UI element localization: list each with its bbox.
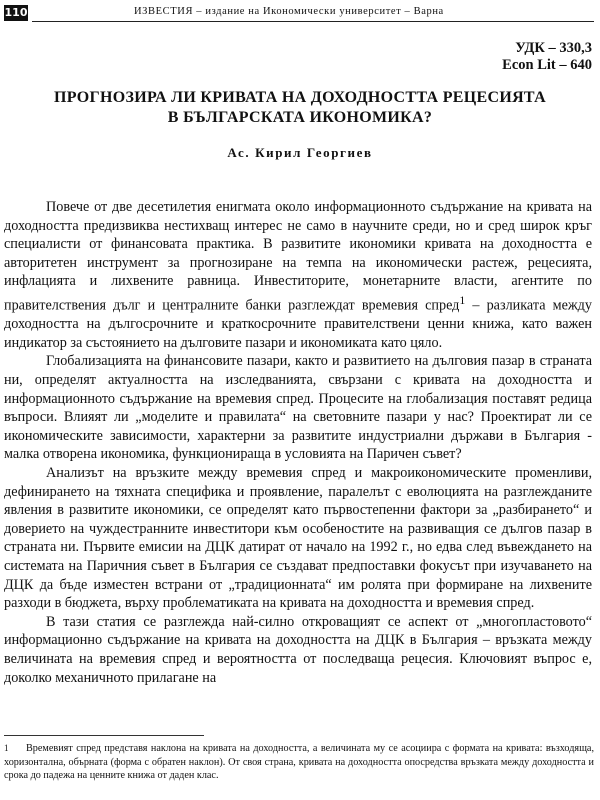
footnote-reference: 1 (459, 292, 466, 307)
paragraph-4: В тази статия се разглежда най-силно откроващият се аспект от „многопластовото“ информационно съдържание на кривата на доходността на ДЦК в България – връзката между величината на времевия спред и вероятността от последваща рецесия. Ключовият въпрос е, доколко механичното прилагане на (4, 613, 592, 686)
footnote-text: Времевият спред представя наклона на кривата на доходността, а величината му се асоциира с формата на кривата: възходяща, хоризонтална, обърната (форма с обратен наклон). От своя страна, кривата на доходността опосредства връзката между доходността и срока до падежа на ценните книжа от даден клас. (4, 743, 594, 781)
paragraph-1 (4, 198, 592, 352)
footnote-rule (4, 735, 204, 736)
article-body (4, 198, 592, 687)
udk-code: УДК – 330,3 (515, 40, 592, 56)
paragraph-1-text-b: – разликата между доходността на дългосрочните и краткосрочните правителствени ценни книжа, като важен индикатор за състоянието на дълговите пазари и икономиката като цяло. (4, 297, 592, 351)
running-head: ИЗВЕСТИЯ – издание на Икономически университет – Варна (134, 6, 444, 17)
paragraph-1-text-a: Повече от две десетилетия енигмата около информационното съдържание на кривата на доходността предизвиква нестихващ интерес не само в научните среди, но и сред широк кръг специалисти от финансовата практика. В развитите икономики кривата на доходността е авторитетен инструмент за прогнозиране на темпа на икономически растеж, рецесията, инфлацията и лихвените равница. Инвеститорите, монетарните власти, агентите по правителствения дълг и централните банки разглеждат времевия спред (4, 199, 592, 314)
header-rule (32, 21, 594, 22)
classification-codes (502, 40, 592, 74)
footnote-number: 1 (4, 743, 9, 753)
footnote (4, 742, 594, 783)
econlit-code: Econ Lit – 640 (502, 57, 592, 73)
paragraph-2: Глобализацията на финансовите пазари, както и развитието на дълговия пазар в страната ни, определят актуалността на изследванията, свързани с кривата на доходността и информационното съдържание на времевия спред. Процесите на глобализация поставят редица въпроси. Влияят ли „моделите и правилата“ на световните пазари у нас? Проектират ли се икономическите зависимости, характерни за развитите индустриални държави в България - малка отворена икономика, функционираща в условията на Паричен съвет? (4, 353, 592, 463)
article-title (0, 88, 600, 128)
title-line-1: ПРОГНОЗИРА ЛИ КРИВАТА НА ДОХОДНОСТТА РЕЦЕСИЯТА (54, 89, 546, 106)
page-header (4, 5, 600, 21)
title-line-2: В БЪЛГАРСКАТА ИКОНОМИКА? (167, 109, 433, 126)
page-number: 110 (4, 6, 28, 19)
paragraph-3: Анализът на връзките между времевия спред и макроикономическите променливи, дефинирането на тяхната специфика и проявление, паралелът с еволюцията на разглежданите явления в развитите икономики, се определят като първостепенни фактори за „разбирането“ и доверието на чуждестранните инвеститори към особеностите на развиващия се дългов пазар в страната ни. Първите емисии на ДЦК датират от начало на 1992 г., но едва след въвеждането на системата на Паричния съвет в България се създават предпоставки фокусът при изучаването на ДЦК да бъде изместен встрани от „традиционната“ им ролята при формиране на лихвените разходи в бюджета, върху проблематиката на кривата на доходността и времевия спред. (4, 465, 592, 612)
author-name: Ас. Кирил Георгиев (227, 145, 373, 160)
